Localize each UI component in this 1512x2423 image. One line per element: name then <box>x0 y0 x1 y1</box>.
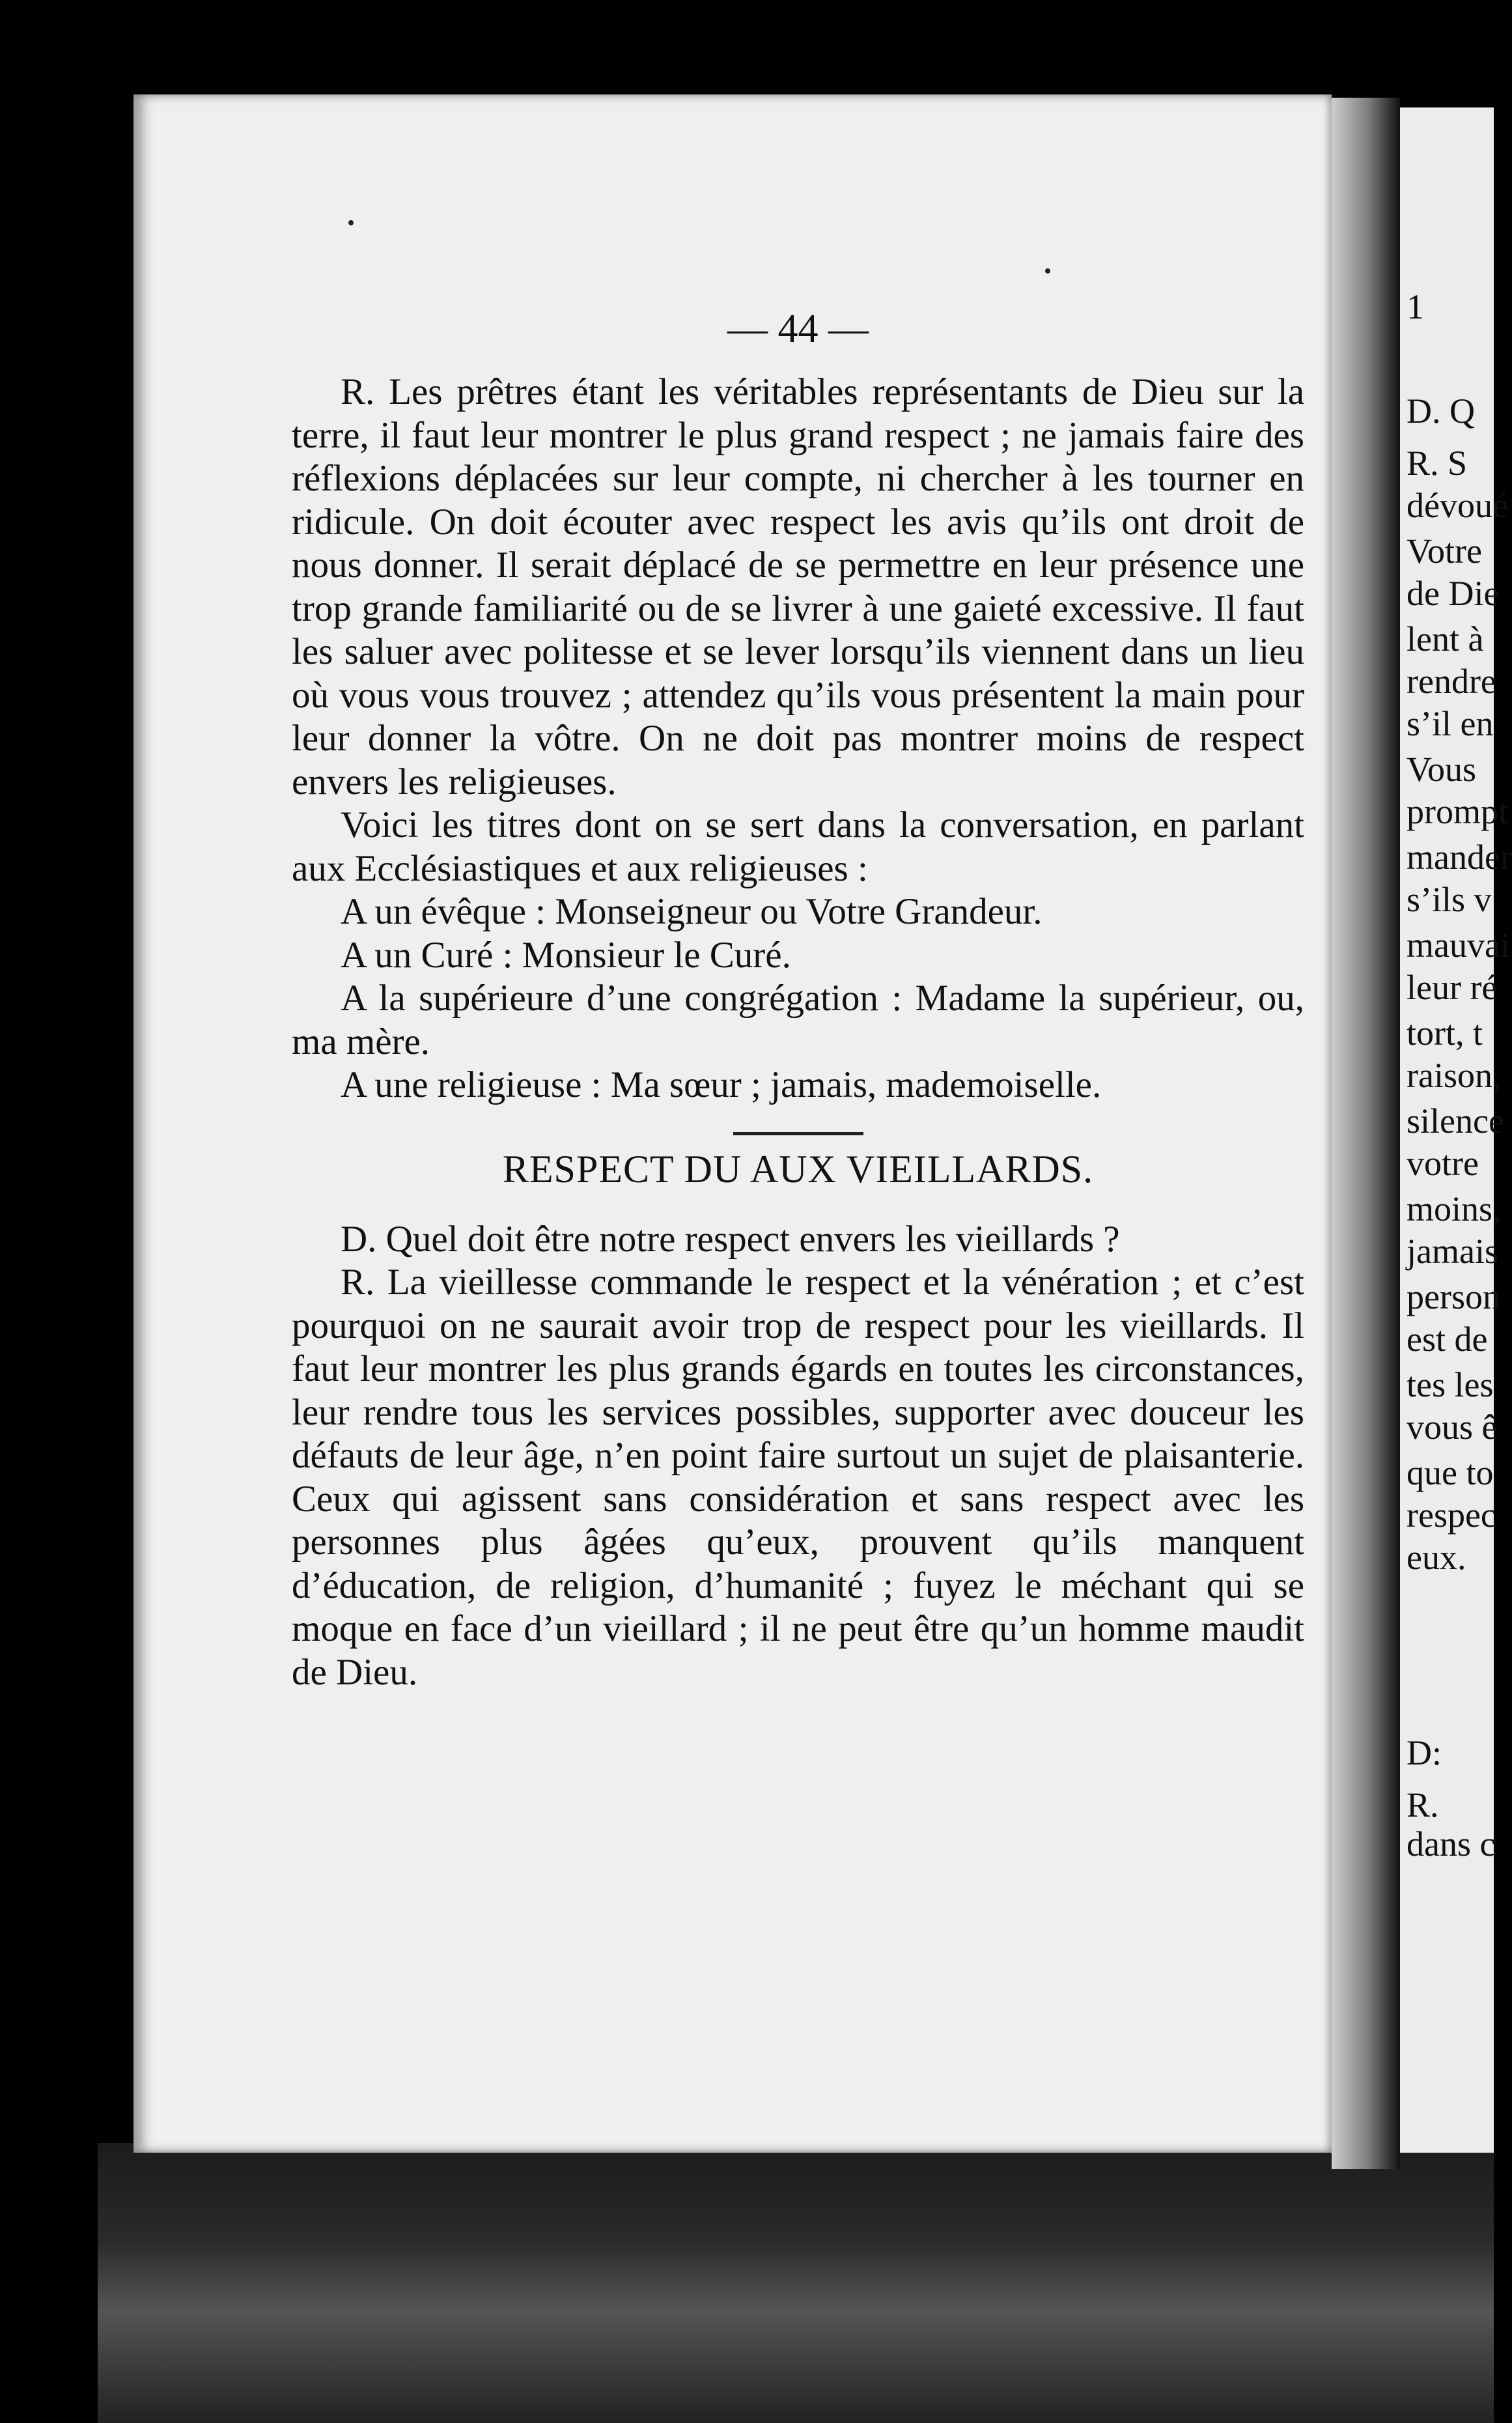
facing-page-line: D. Q <box>1407 391 1475 431</box>
facing-page-line: Vous <box>1407 750 1477 789</box>
facing-page-line: mauvai <box>1407 926 1510 965</box>
facing-page-line: D: <box>1407 1733 1442 1772</box>
section-heading: RESPECT DU AUX VIEILLARDS. <box>502 1147 1094 1191</box>
scan-background <box>98 2143 1494 2423</box>
speck <box>1045 268 1050 274</box>
facing-page-line: 1 <box>1407 287 1424 326</box>
facing-page-line: s’ils v <box>1407 880 1492 919</box>
facing-page-line: prompt <box>1407 792 1508 831</box>
facing-page-line: vous ê <box>1407 1408 1498 1447</box>
facing-page-line: mander <box>1407 838 1512 877</box>
facing-page-line: silence <box>1407 1101 1504 1141</box>
facing-page-line: leur ré <box>1407 968 1498 1007</box>
paragraph-answer: R. La vieillesse commande le respect et la vénération ; et c’est pourquoi on ne saurait avoir trop de respect pour les vieillards. Il faut leur montrer les plus grands égards en toutes les circonstances, leur rendre tous les services possibles, supporter avec douceur les défauts de leur âge, n’en point faire surtout un sujet de plaisanterie. Ceux qui agissent sans considération et sans respect avec les personnes plus âgées qu’eux, prouvent qu’ils manquent d’éducation, de religion, d’humanité ; fuyez le méchant qui se moque en face d’un vieillard ; il ne peut être qu’un homme maudit de Dieu. <box>292 1262 1304 1693</box>
facing-page-line: eux. <box>1407 1538 1466 1577</box>
facing-page-line: raison, <box>1407 1056 1502 1095</box>
title-cure: A un Curé : Monsieur le Curé. <box>341 934 791 976</box>
facing-page-line: tes les <box>1407 1365 1494 1404</box>
facing-page-line: R. S <box>1407 444 1468 483</box>
facing-page-line: est de <box>1407 1320 1488 1359</box>
title-superieure: A la supérieure d’une congrégation : Madame la supérieur, ou, ma mère. <box>292 978 1304 1062</box>
facing-page-line: respec <box>1407 1495 1496 1535</box>
facing-page-line: moins, <box>1407 1189 1502 1228</box>
facing-page-line: person <box>1407 1277 1500 1316</box>
facing-page-line: votre <box>1407 1144 1479 1183</box>
title-religieuse: A une religieuse : Ma sœur ; jamais, mademoiselle. <box>341 1064 1102 1105</box>
paragraph-question: D. Quel doit être notre respect envers les vieillards ? <box>341 1218 1120 1260</box>
book-gutter <box>1332 98 1400 2169</box>
facing-page-fragment <box>1400 107 1512 2153</box>
facing-page-line: jamais <box>1407 1232 1498 1271</box>
paragraph-titles: Voici les titres dont on se sert dans la conversation, en parlant aux Ecclésiastiques et aux religieuses : <box>292 804 1304 889</box>
facing-page-line: de Die <box>1407 574 1500 613</box>
speck <box>348 220 354 225</box>
title-eveque: A un évêque : Monseigneur ou Votre Grandeur. <box>341 891 1043 932</box>
page-text-block <box>292 306 1304 1694</box>
facing-page-line: s’il en <box>1407 704 1494 743</box>
facing-page-line: rendre <box>1407 662 1496 701</box>
facing-page-line: Votre <box>1407 531 1482 571</box>
facing-page-line: R. <box>1407 1785 1439 1824</box>
facing-page-line: lent à <box>1407 619 1484 659</box>
paragraph-priests: R. Les prêtres étant les véritables représentants de Dieu sur la terre, il faut leur montrer le plus grand respect ; ne jamais faire des réflexions déplacées sur leur compte, ni chercher à les tourner en ridicule. On doit écouter avec respect les avis qu’ils ont droit de nous donner. Il serait déplacé de se permettre en leur présence une trop grande familiarité ou de se livrer à une gaieté excessive. Il faut les saluer avec politesse et se lever lorsqu’ils viennent dans un lieu où vous vous trouvez ; attendez qu’ils vous présentent la main pour leur donner la vôtre. On ne doit pas montrer moins de respect envers les religieuses. <box>292 371 1304 802</box>
section-divider <box>733 1132 863 1135</box>
facing-page-line: dans c <box>1407 1824 1496 1863</box>
page-number: — 44 — <box>727 307 869 351</box>
facing-page-line: que to <box>1407 1453 1494 1492</box>
facing-page-line: tort, t <box>1407 1013 1483 1053</box>
facing-page-line: dévoué <box>1407 486 1508 525</box>
